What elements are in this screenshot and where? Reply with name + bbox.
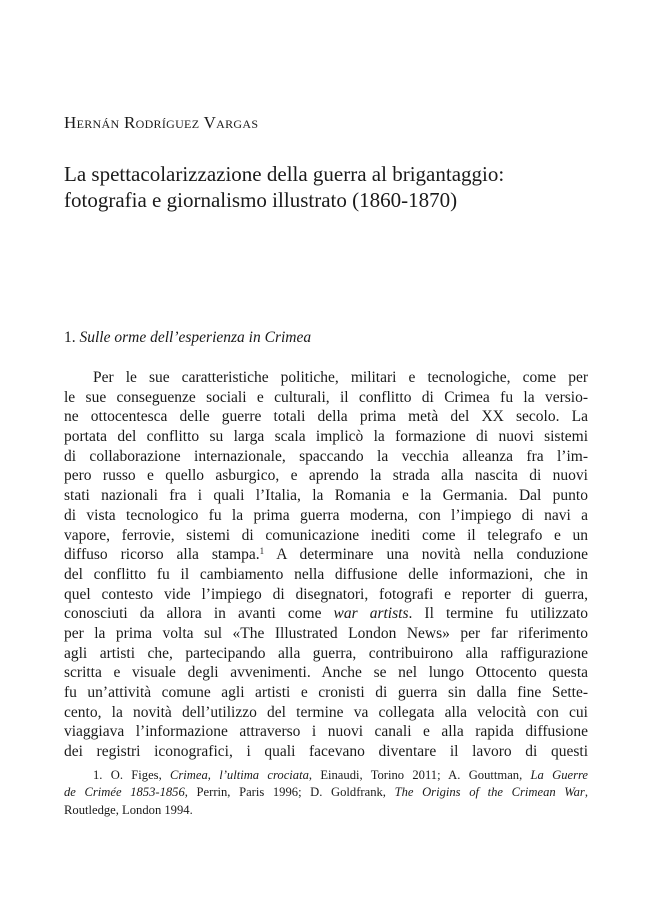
chapter-title	[64, 161, 584, 213]
section-heading	[64, 329, 311, 347]
body-text	[64, 368, 588, 762]
footnote-title: The Origins of the Crimean War	[394, 785, 585, 800]
body-line: portata del conflitto su larga scala implicò la formazione di nuovi sistemi	[64, 428, 588, 446]
footnote-line	[64, 767, 588, 784]
body-line: dei registri iconografici, i quali facevano diventare il lavoro di questi	[64, 743, 588, 761]
body-line-with-italic	[64, 604, 588, 624]
body-line: di vista tecnologico fu la prima guerra moderna, con l’impiego di navi a	[64, 506, 588, 524]
footnote-title: Crimea, l’ultima crociata	[170, 768, 309, 782]
body-line: del conflitto fu il cambiamento nella diffusione delle informazioni, che in	[64, 565, 588, 583]
body-line: ne ottocentesca delle guerre totali della prima metà del XX secolo. La	[64, 408, 588, 426]
chapter-title-line: La spettacolarizzazione della guerra al brigantaggio:	[64, 162, 505, 186]
body-text-segment: conosciuti da allora in avanti come	[64, 605, 322, 623]
footnote-title: La Guerre	[530, 768, 588, 782]
author-name: Hernán Rodríguez Vargas	[64, 113, 259, 132]
body-line: di collaborazione internazionale, spaccando la vecchia alleanza fra l’im-	[64, 447, 588, 465]
footnote-line: Routledge, London 1994.	[64, 802, 193, 817]
footnote-title: de Crimée 1853-1856	[64, 785, 185, 800]
section-title: Sulle orme dell’esperienza in Crimea	[79, 329, 312, 346]
body-line: le sue conseguenze sociali e culturali, il conflitto di Crimea fu la versio-	[64, 388, 588, 406]
body-text-segment: . Il termine fu utilizzato	[408, 605, 588, 623]
body-line: cento, la novità dell’utilizzo del termine va collegata alla velocità con cui	[64, 703, 588, 721]
section-number: 1.	[64, 329, 76, 346]
footnote-number: 1.	[93, 768, 103, 782]
italic-term: war artists	[333, 605, 409, 623]
body-line-with-footnote	[64, 545, 588, 565]
body-text-segment: A determinare una novità nella conduzione	[276, 546, 588, 564]
body-line: scritta e visuale degli avvenimenti. Anche se nel lungo Ottocento questa	[64, 664, 588, 682]
body-line: quel contesto vide l’impiego di disegnatori, fotografi e reporter di guerra,	[64, 585, 588, 603]
footnote-text: O. Figes,	[110, 768, 170, 782]
footnote-line	[64, 784, 588, 801]
footnote-text: , Einaudi, Torino 2011; A. Gouttman,	[308, 768, 531, 782]
body-line: vapore, ferrovie, sistemi di comunicazione inediti come il telegrafo e un	[64, 526, 588, 544]
body-line: agli artisti che, partecipando alla guerra, contribuirono alla raffigurazione	[64, 644, 588, 662]
body-line: pero russo e quello asburgico, e aprendo la strada alla nascita di nuovi	[64, 467, 588, 485]
footnote-text: ,	[584, 785, 588, 800]
body-line: viaggiava l’informazione attraverso i nuovi canali e alla rapida diffusione	[64, 723, 588, 741]
body-line: Per le sue caratteristiche politiche, militari e tecnologiche, come per	[93, 369, 588, 386]
body-line: fu un’attività comune agli artisti e cronisti di guerra sin dalla fine Sette-	[64, 684, 588, 701]
footnote	[64, 767, 588, 819]
footnote-reference[interactable]: 1	[259, 546, 265, 557]
chapter-title-line: fotografia e giornalismo illustrato (1860-1870)	[64, 188, 458, 212]
body-line: per la prima volta sul «The Illustrated London News» per far riferimento	[64, 624, 588, 642]
footnote-text: , Perrin, Paris 1996; D. Goldfrank,	[184, 785, 395, 800]
body-text-segment: diffuso ricorso alla stampa.	[64, 546, 260, 564]
body-line: stati nazionali fra i quali l’Italia, la Romania e la Germania. Dal punto	[64, 487, 588, 505]
